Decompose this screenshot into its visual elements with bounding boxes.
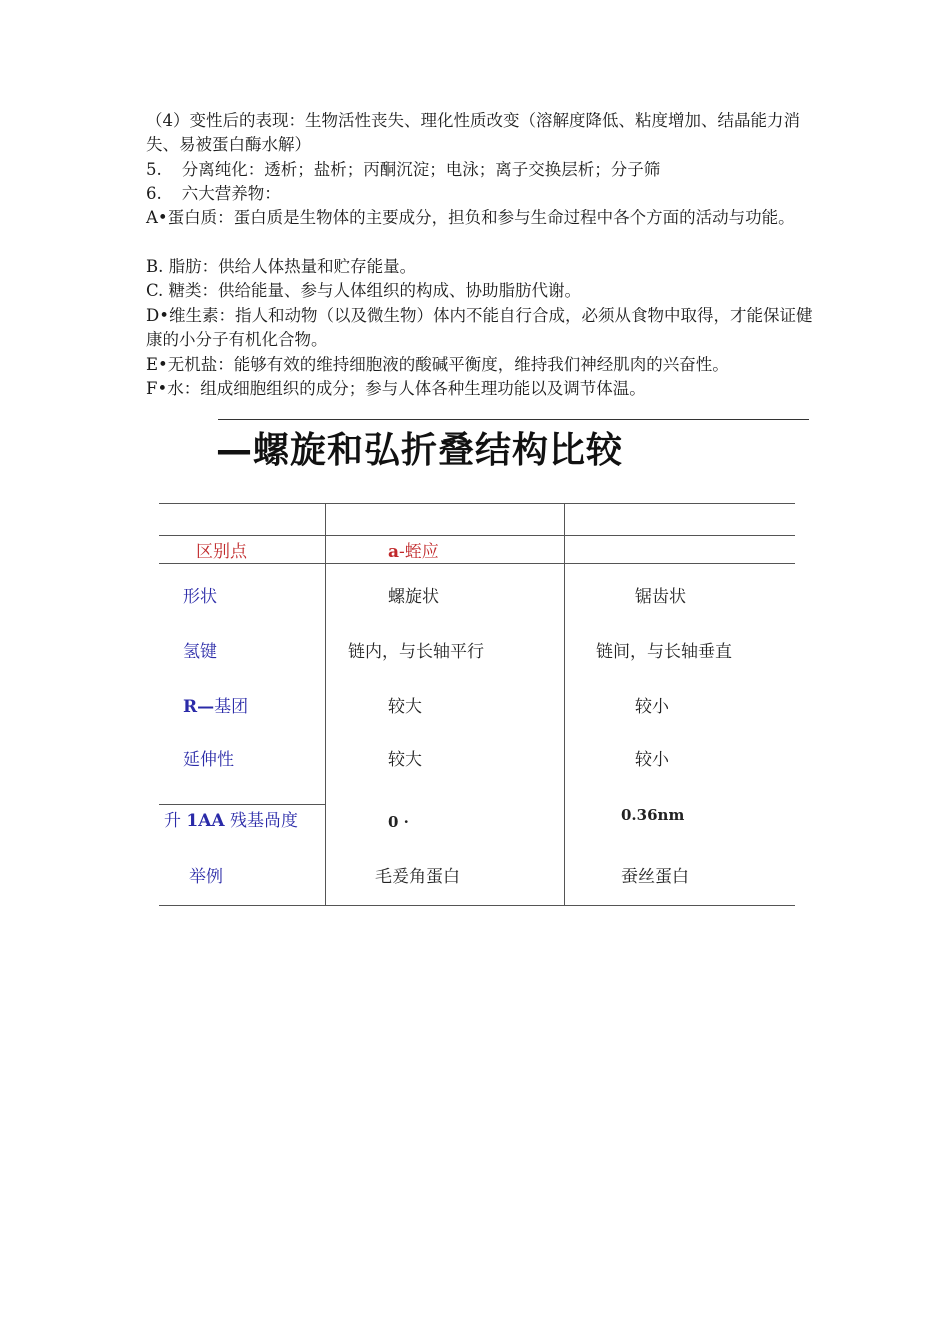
table-cell: 蚕丝蛋白 <box>621 867 689 887</box>
list-marker: E• <box>146 355 168 374</box>
table-top-border <box>159 503 795 504</box>
table-cell: 锯齿状 <box>635 587 686 607</box>
paragraph-mineral <box>146 353 816 377</box>
list-marker: A• <box>146 208 168 227</box>
table-cell: 较小 <box>635 697 669 717</box>
paragraph-text: 分离纯化：透析；盐析；丙酮沉淀；电泳；离子交换层析；分子筛 <box>181 160 661 179</box>
table-row-divider <box>159 804 325 805</box>
paragraph-carbohydrate <box>146 279 816 303</box>
list-marker: D• <box>146 306 169 325</box>
row-label-text: 残基咼度 <box>224 811 299 831</box>
paragraph-nutrients-heading <box>146 182 816 206</box>
row-label-rise-per-residue <box>164 806 298 831</box>
row-label-text: 基团 <box>214 697 249 717</box>
paragraph-text: 六大营养物： <box>181 184 281 203</box>
list-marker: 5. <box>146 160 162 179</box>
list-marker: F• <box>146 379 168 398</box>
row-label-extensibility: 延伸性 <box>183 750 234 770</box>
paragraph-text: 变性后的表现：生物活性丧失、理化性质改变（溶解度降低、粘度增加、结晶能力消失、易被蛋白酶水解） <box>146 111 800 155</box>
paragraph-fat <box>146 255 816 279</box>
table-cell: 螺旋状 <box>388 587 439 607</box>
paragraph-text: 糖类：供给能量、参与人体组织的构成、协助脂肪代谢。 <box>168 281 582 300</box>
table-header-alpha-helix <box>388 537 439 562</box>
paragraph-text: 脂肪：供给人体热量和贮存能量。 <box>168 257 417 276</box>
title-divider <box>218 419 809 420</box>
section-title: —螺旋和弘折叠结构比较 <box>216 430 624 471</box>
list-marker: 6. <box>146 184 162 203</box>
paragraph-protein <box>146 206 816 230</box>
header-text: -蛭应 <box>399 542 439 562</box>
table-header-label: 区别点 <box>196 542 247 562</box>
r-symbol: R— <box>183 697 215 717</box>
paragraph-text: 维生素：指人和动物（以及微生物）体内不能自行合成，必须从食物中取得，才能保证健康的小分子有机化合物。 <box>146 306 813 350</box>
row-label-shape: 形状 <box>183 587 217 607</box>
table-cell: 较大 <box>388 697 422 717</box>
row-label-example: 举例 <box>189 867 223 887</box>
paragraph-purification <box>146 158 816 182</box>
row-label-hydrogen-bond: 氢键 <box>183 642 217 662</box>
table-header-bottom-border <box>159 563 795 564</box>
table-cell: 较大 <box>388 750 422 770</box>
table-column-divider <box>325 503 326 905</box>
table-cell: 0.36nm <box>621 806 685 824</box>
paragraph-text: 水：组成细胞组织的成分；参与人体各种生理功能以及调节体温。 <box>167 379 646 398</box>
alpha-symbol: a <box>388 542 400 562</box>
list-marker: B. <box>146 257 164 276</box>
table-cell: 链间，与长轴垂直 <box>596 642 732 662</box>
row-label-text: 升 <box>164 811 187 831</box>
paragraph-vitamin <box>146 304 816 352</box>
table-cell: 毛爰角蛋白 <box>375 867 460 887</box>
table-cell: 链内，与长轴平行 <box>348 642 484 662</box>
table-cell: 较小 <box>635 750 669 770</box>
row-label-unit: 1AA <box>186 811 225 831</box>
paragraph-denaturation <box>146 109 816 157</box>
list-marker: （4） <box>146 111 190 130</box>
paragraph-text: 蛋白质：蛋白质是生物体的主要成分，担负和参与生命过程中各个方面的活动与功能。 <box>167 208 795 227</box>
paragraph-water <box>146 377 816 401</box>
list-marker: C. <box>146 281 164 300</box>
row-label-r-group <box>183 692 248 717</box>
table-bottom-border <box>159 905 795 906</box>
table-header-top-border <box>159 535 795 536</box>
table-cell: 0 · <box>388 813 409 831</box>
paragraph-text: 无机盐：能够有效的维持细胞液的酸碱平衡度，维持我们神经肌肉的兴奋性。 <box>167 355 729 374</box>
table-column-divider <box>564 503 565 905</box>
